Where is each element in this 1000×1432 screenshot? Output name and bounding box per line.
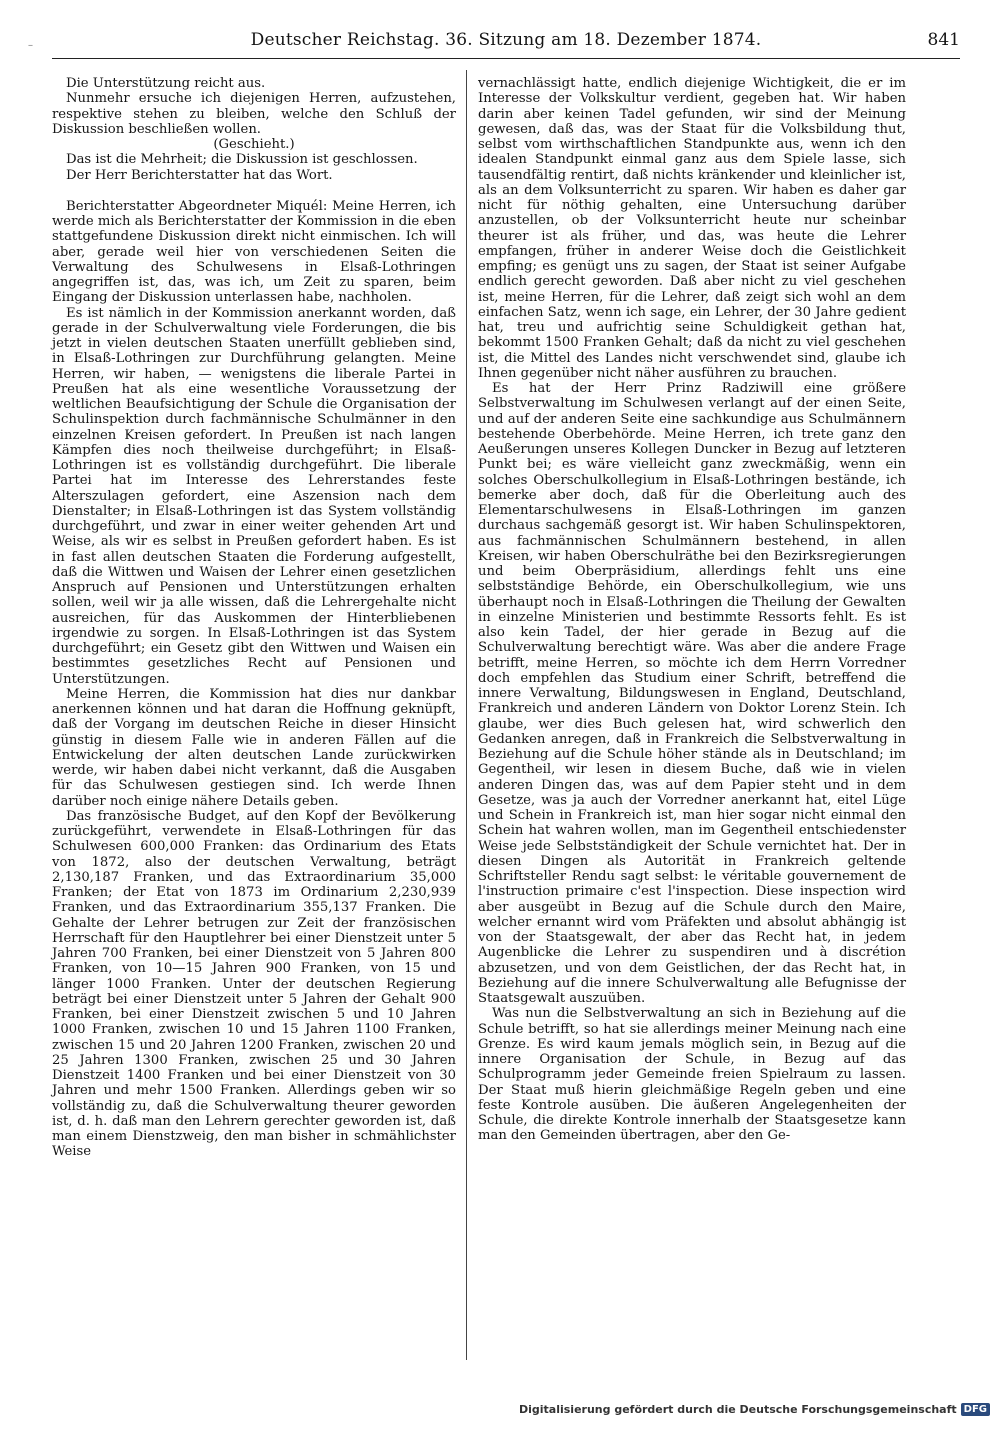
paragraph: Das ist die Mehrheit; die Diskussion ist geschlossen. xyxy=(66,152,418,168)
paragraph: Es ist nämlich in der Kommission anerkannt worden, daß gerade in der Schulverwaltung viele Forderungen, die bis jetzt in vielen deutschen Staaten unerfüllt geblieben sind, in Elsaß-Lothringen zur Durchführung gelangten. Meine Herren, wir haben, — wenigstens die liberale Partei in Preußen hat als eine wesentliche Voraussetzung der weltlichen Beaufsichtigung der Schule die Organisation der Schulinspektion durch fachmännische Schulmänner in den einzelnen Kreisen gefordert. In Preußen ist nach langen Kämpfen dies noch theilweise durchgeführt; in Elsaß-Lothringen ist es vollständig durchgeführt. Die liberale Partei hat im Interesse des Lehrerstandes feste Alterszulagen gefordert, eine Aszension nach dem Dienstalter; in Elsaß-Lothringen ist das System vollständig durchgeführt, und zwar in einer weiter gehenden Art und Weise, als wir es selbst in Preußen gefordert haben. Es ist in fast allen deutschen Staaten die Forderung aufgestellt, daß die Wittwen und Waisen der Lehrer einen gesetzlichen Anspruch auf Pensionen und Unterstützungen erhalten sollen, weil wir ja alle wissen, daß die Lehrergehalte nicht ausreichen, für das Auskommen der Hinterbliebenen irgendwie zu sorgen. In Elsaß-Lothringen ist das System durchgeführt; ein Gesetz gibt den Wittwen und Waisen ein bestimmtes gesetzliches Recht auf Pensionen und Unterstützungen. xyxy=(52,305,456,687)
column-divider xyxy=(466,70,467,1360)
paragraph: (Geschieht.) xyxy=(213,137,295,152)
paragraph: vernachlässigt hatte, endlich diejenige Wichtigkeit, die er im Interesse der Volkskultur verdient, gegeben hat. Wir haben darin aber keinen Tadel gefunden, wir sind der Meinung gewesen, daß das, was der Staat für die Volksbildung thut, selbst vom wirthschaftlichen Standpunkte aus, wenn ich den idealen Standpunkt einmal ganz aus dem Spiele lasse, sich tausendfältig rentirt, daß nichts kränkender und kleinlicher ist, als an dem Volksunterricht zu sparen. Wir haben es daher gar nicht für nöthig gehalten, eine Untersuchung darüber anzustellen, ob der Volksunterricht heute nur scheinbar theurer ist als früher, und das, was heute die Lehrer empfangen, früher in anderer Weise doch die Geistlichkeit empfing; es genügt uns zu sagen, der Staat ist seiner Aufgabe endlich gerecht geworden. Daß aber nicht zu viel geschehen ist, meine Herren, für die Lehrer, daß zeigt sich wohl an dem einfachen Satz, wenn ich sage, ein Lehrer, der 30 Jahre gedient hat, treu und aufrichtig seine Schuldigkeit gethan hat, bekommt 1500 Franken Gehalt; daß da nicht zu viel geschehen ist, die Mittel des Landes nicht verschwendet sind, glaube ich Ihnen gegenüber nicht näher ausführen zu brauchen. xyxy=(478,76,906,381)
page-header xyxy=(52,26,960,56)
paragraph: Der Herr Berichterstatter hat das Wort. xyxy=(66,167,333,183)
paragraph: Meine Herren, die Kommission hat dies nur dankbar anerkennen können und hat daran die Hoffnung geknüpft, daß der Vorgang im deutschen Reiche in dieser Hinsicht günstig in diesem Falle wie in anderen Fällen auf die Entwickelung der alten deutschen Lande zurückwirken werde, wir haben dabei nicht verkannt, daß die Ausgaben für das Schulwesen gestiegen sind. Ich werde Ihnen darüber noch einige nähere Details geben. xyxy=(52,686,456,809)
digitization-credit: Digitalisierung gefördert durch die Deutsche Forschungsgemeinschaft xyxy=(518,1403,957,1416)
footer-credit xyxy=(519,1403,990,1416)
paragraph: Nunmehr ersuche ich diejenigen Herren, aufzustehen, respektive stehen zu bleiben, welche den Schluß der Diskussion beschließen wollen. xyxy=(52,91,456,137)
left-column xyxy=(52,76,456,1160)
paragraph: Es hat der Herr Prinz Radziwill eine größere Selbstverwaltung im Schulwesen verlangt auf der einen Seite, und auf der anderen Seite eine sachkundige aus Schulmännern bestehende Oberbehörde. Meine Herren, ich trete ganz den Aeußerungen unseres Kollegen Duncker in Bezug auf letzteren Punkt bei; es wäre vielleicht ganz zweckmäßig, wenn ein solches Oberschulkollegium in Elsaß-Lothringen bestände, ich bemerke aber doch, daß für die Oberleitung auch des Elementarschulwesens in Elsaß-Lothringen im ganzen durchaus sachgemäß gesorgt ist. Wir haben Schulinspektoren, aus fachmännischen Schulmännern bestehend, in allen Kreisen, wir haben Oberschulräthe bei den Bezirksregierungen und beim Oberpräsidium, allerdings fehlt uns eine selbstständige Behörde, ein Oberschulkollegium, wie uns überhaupt noch in Elsaß-Lothringen die Theilung der Gewalten in einzelne Ministerien und bestimmte Ressorts fehlt. Es ist also kein Tadel, der hier gerade in Bezug auf die Schulverwaltung berechtigt wäre. Was aber die andere Frage betrifft, meine Herren, so möchte ich dem Herrn Vorredner doch empfehlen das Studium einer Schrift, betreffend die innere Verwaltung, Bildungswesen in England, Deutschland, Frankreich und anderen Ländern von Doktor Lorenz Stein. Ich glaube, wer dies Buch gelesen hat, wird schwerlich den Gedanken anregen, daß in Frankreich die Selbstverwaltung in Beziehung auf die Schule höher stände als in Deutschland; im Gegentheil, wir lesen in diesem Buche, daß wie in vielen anderen Dingen das, was auf dem Papier steht und in dem Gesetze, was ja auch der Vorredner anerkannt hat, eitel Lüge und Schein in Frankreich ist, man hier sogar nicht einmal den Schein hat wahren wollen, man im Gegentheil entschiedenster Weise jede Selbstständigkeit der Schule vernichtet hat. Der in diesen Dingen als Autorität in Frankreich geltende Schriftsteller Rendu sagt selbst: le véritable gouvernement de l'instruction primaire c'est l'inspection. Diese inspection wird aber ausgeübt in Bezug auf die Schule durch den Maire, welcher ernannt wird vom Präfekten und absolut abhängig ist von der Staatsgewalt, der aber das Recht hat, in jedem Augenblicke die Lehrer zu suspendiren und à discrétion abzusetzen, und von dem Geistlichen, der das Recht hat, in Beziehung auf die innere Schulverwaltung alle Befugnisse der Staatsgewalt auszuüben. xyxy=(478,381,906,1006)
paragraph: Das französische Budget, auf den Kopf der Bevölkerung zurückgeführt, verwendete in Elsaß-Lothringen für das Schulwesen 600,000 Franken: das Ordinarium des Etats von 1872, also der deutschen Verwaltung, beträgt 2,130,187 Franken, und das Extraordinarium 35,000 Franken; der Etat von 1873 im Ordinarium 2,230,939 Franken, und das Extraordinarium 355,137 Franken. Die Gehalte der Lehrer betrugen zur Zeit der französischen Herrschaft für den Hauptlehrer bei einer Dienstzeit unter 5 Jahren 700 Franken, bei einer Dienstzeit von 5 Jahren 800 Franken, von 10—15 Jahren 900 Franken, von 15 und länger 1000 Franken. Unter der deutschen Regierung beträgt bei einer Dienstzeit unter 5 Jahren der Gehalt 900 Franken, bei einer Dienstzeit zwischen 5 und 10 Jahren 1000 Franken, zwischen 10 und 15 Jahren 1100 Franken, zwischen 15 und 20 Jahren 1200 Franken, zwischen 20 und 25 Jahren 1300 Franken, zwischen 25 und 30 Jahren Dienstzeit 1400 Franken und bei einer Dienstzeit von 30 Jahren und mehr 1500 Franken. Allerdings geben wir so vollständig zu, daß die Schulverwaltung theurer geworden ist, d. h. daß man den Lehrern gerechter geworden ist, daß man einem Dienstzweig, den man bisher in schmählichster Weise xyxy=(52,808,456,1160)
paragraph: Die Unterstützung reicht aus. xyxy=(66,76,266,91)
page-number: 841 xyxy=(927,30,960,50)
paragraph: Berichterstatter Abgeordneter Miquél: Meine Herren, ich werde mich als Berichterstatter der Kommission in die eben stattgefundene Diskussion direkt nicht einmischen. Ich will aber, gerade weil hier von verschiedenen Seiten die Verwaltung des Schulwesens in Elsaß-Lothringen angegriffen ist, das, was ich, um Zeit zu sparen, beim Eingang der Diskussion unterlassen habe, nachholen. xyxy=(52,198,456,306)
scan-mark: – xyxy=(28,40,33,51)
running-title: Deutscher Reichstag. 36. Sitzung am 18. Dezember 1874. xyxy=(250,30,762,50)
dfg-logo: DFG xyxy=(961,1403,990,1416)
right-column xyxy=(478,76,906,1144)
paragraph: Was nun die Selbstverwaltung an sich in Beziehung auf die Schule betrifft, so hat sie allerdings meiner Meinung nach eine Grenze. Es wird kaum jemals möglich sein, in Bezug auf die innere Organisation der Schule, in Bezug auf das Schulprogramm jeder Gemeinde freien Spielraum zu lassen. Der Staat muß hierin gleichmäßige Regeln geben und eine feste Kontrole ausüben. Die äußeren Angelegenheiten der Schule, die direkte Kontrole innerhalb der Staatsgesetze kann man den Gemeinden übertragen, aber den Ge- xyxy=(478,1006,906,1144)
header-rule xyxy=(52,58,960,59)
